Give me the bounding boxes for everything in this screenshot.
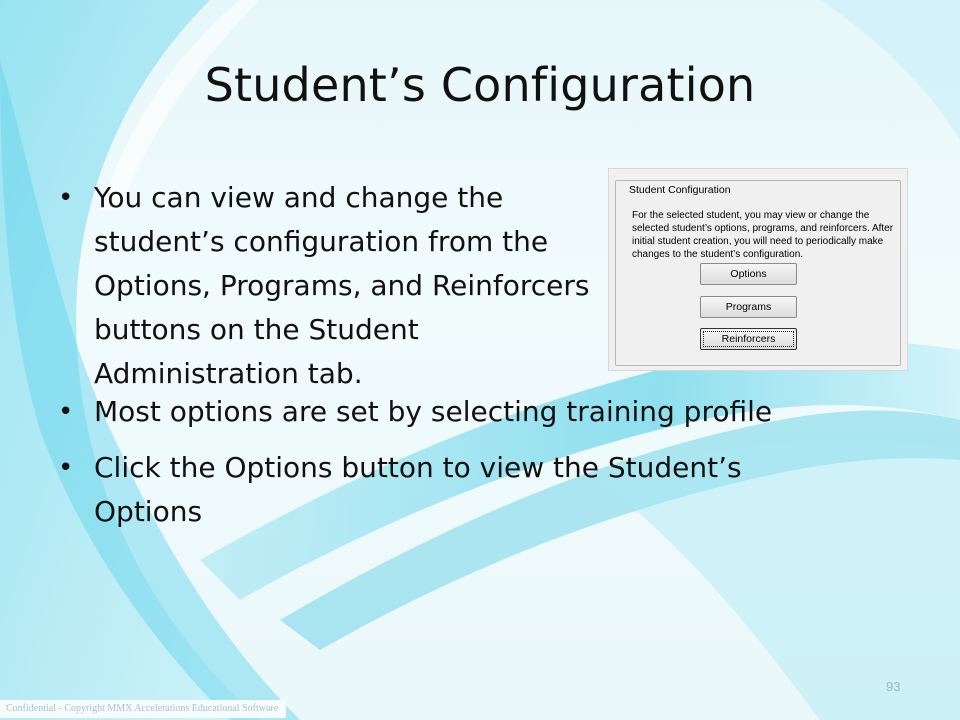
bullet-text: Most options are set by selecting training profile (94, 395, 773, 428)
bullet-dot-icon: • (58, 183, 74, 213)
slide-title: Student’s Configuration (204, 58, 756, 112)
bullet-dot-icon: • (58, 397, 74, 427)
group-description: For the selected student, you may view or change the selected student’s options, programs, and reinforcers. After initial student creation, you will need to periodically make changes to the student’s configuration. (632, 210, 894, 260)
reinforcers-button[interactable]: Reinforcers (700, 328, 797, 350)
page-number: 93 (886, 679, 901, 694)
footer-copyright: Confidential - Copyright MMX Accelerations Educational Software (0, 700, 286, 718)
bullet-dot-icon: • (58, 453, 74, 483)
bullet-text: Click the Options button to view the Student’s Options (94, 451, 742, 528)
bullet-text: You can view and change the student’s configuration from the Options, Programs, and Reinforcers buttons on the Student Administration tab. (94, 181, 590, 390)
group-label: Student Configuration (626, 184, 734, 196)
bullet-item (58, 390, 918, 434)
bullet-item (58, 446, 918, 534)
programs-button[interactable]: Programs (700, 296, 797, 318)
options-button[interactable]: Options (700, 263, 797, 285)
